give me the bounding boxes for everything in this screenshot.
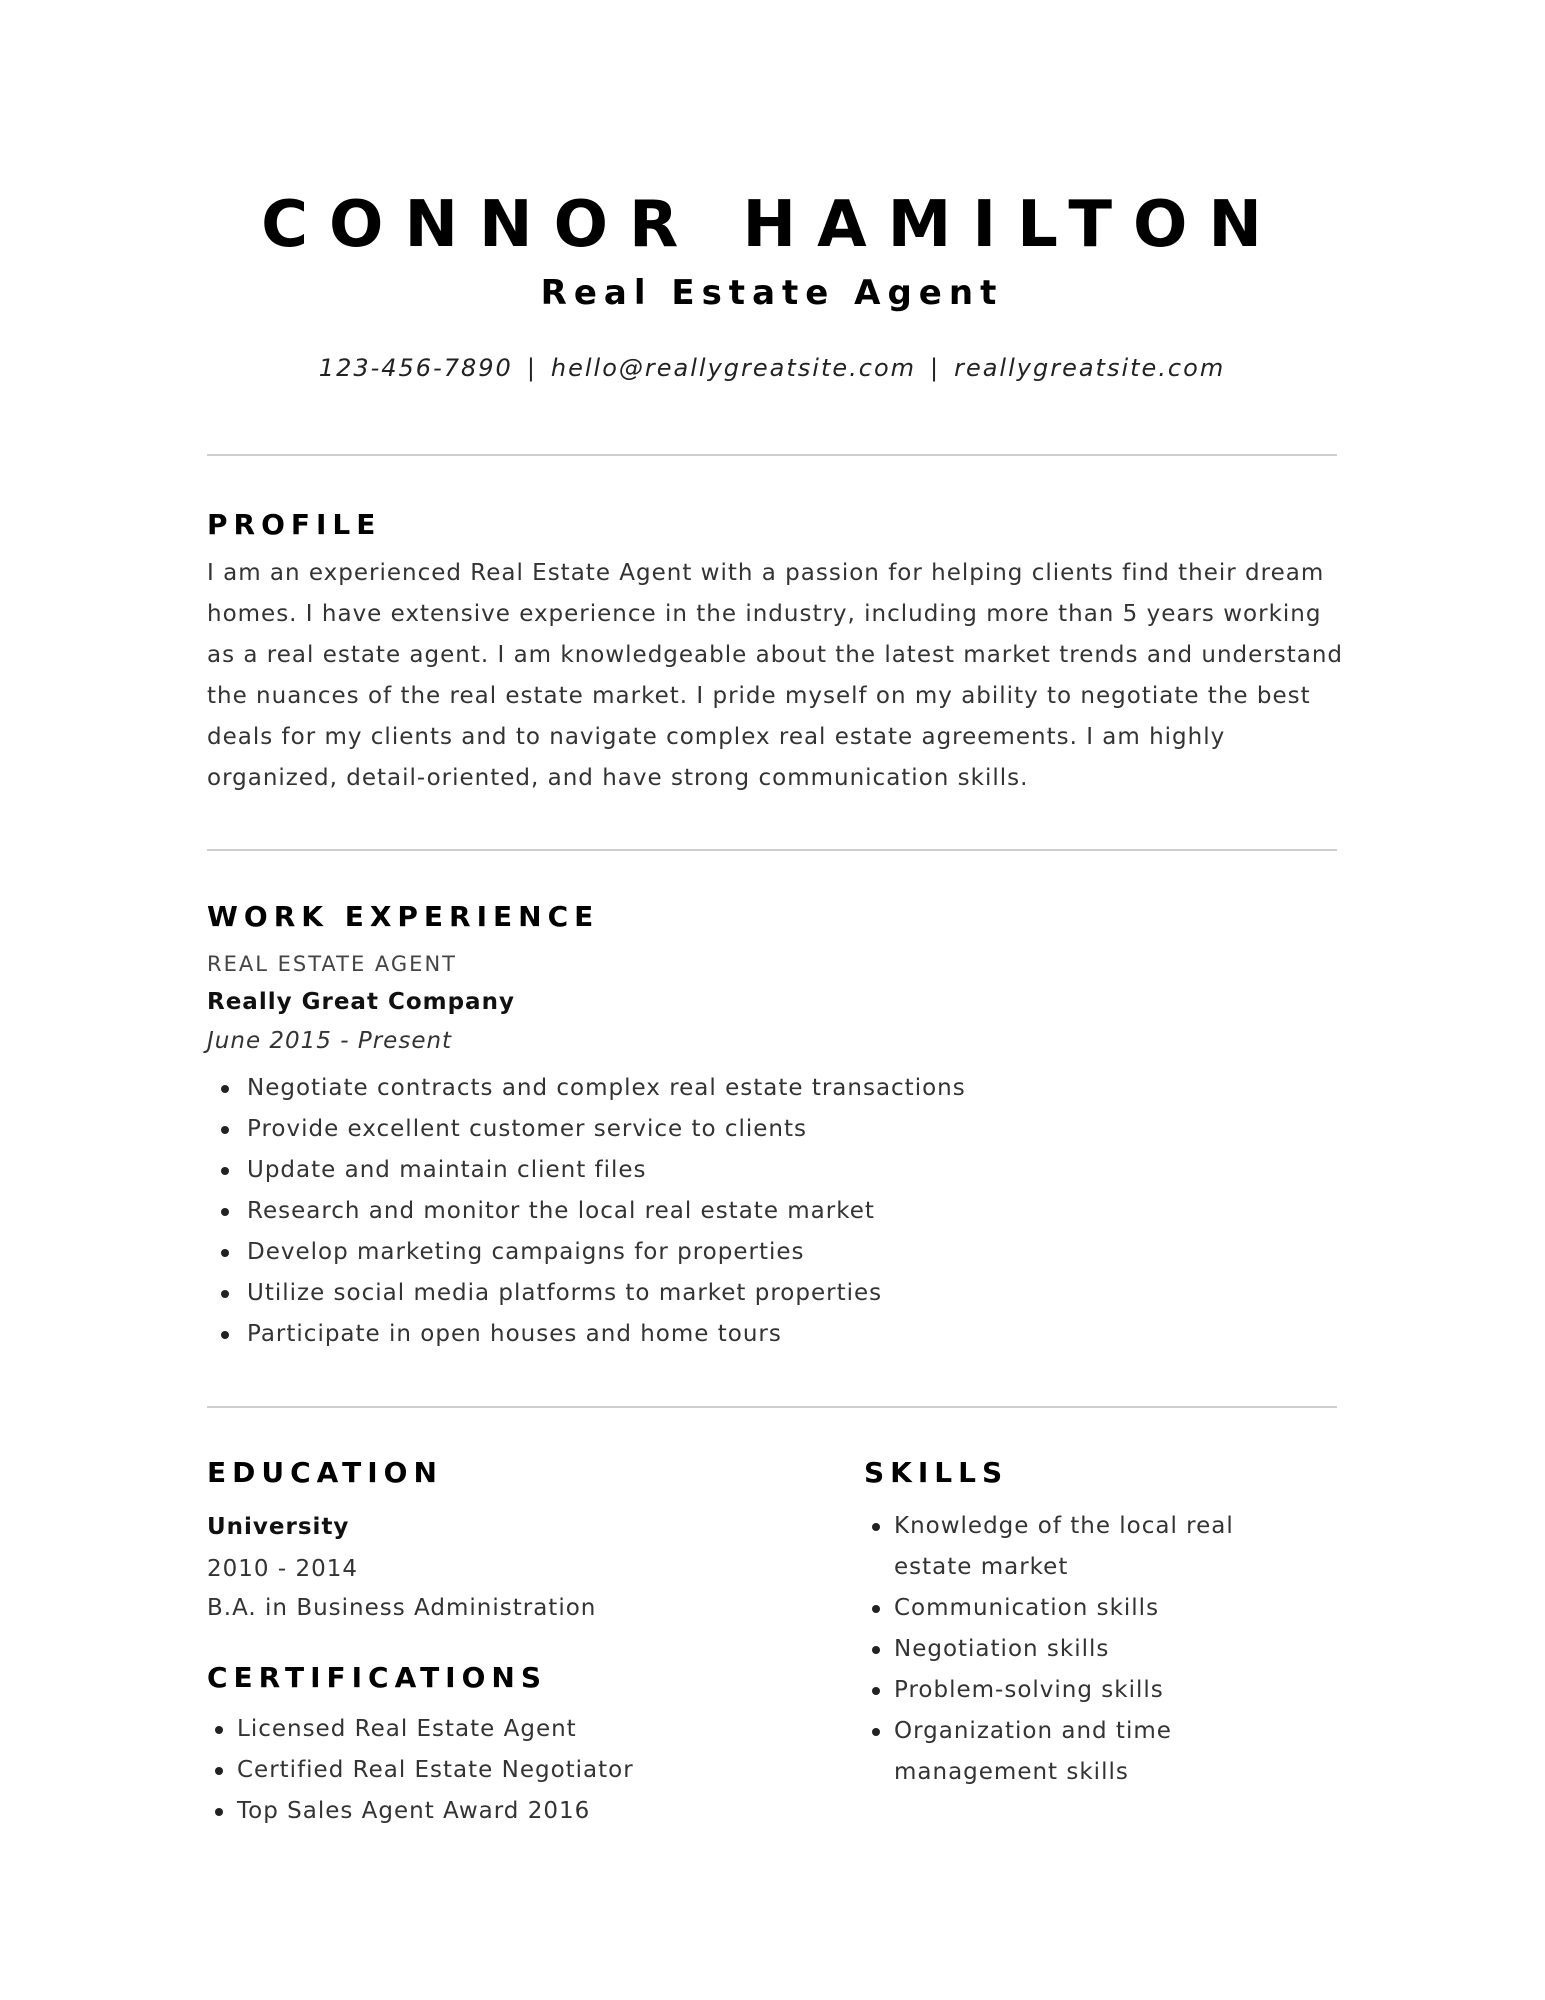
candidate-name: CONNOR HAMILTON <box>261 188 1283 262</box>
education-years: 2010 - 2014 <box>207 1556 358 1582</box>
section-divider <box>207 454 1337 456</box>
section-divider <box>207 849 1337 851</box>
work-experience-heading: WORK EXPERIENCE <box>207 900 600 933</box>
list-item: Participate in open houses and home tours <box>207 1314 1337 1355</box>
certifications-list <box>207 1709 807 1832</box>
list-item: Develop marketing campaigns for properties <box>207 1232 1337 1273</box>
profile-heading: PROFILE <box>207 508 382 541</box>
list-item: Knowledge of the local real estate market <box>864 1506 1284 1588</box>
list-item: Certified Real Estate Negotiator <box>207 1750 807 1791</box>
website-address: reallygreatsite.com <box>954 354 1226 382</box>
employment-dates: June 2015 - Present <box>207 1028 453 1054</box>
duties-list <box>207 1068 1337 1355</box>
certifications-heading: CERTIFICATIONS <box>207 1661 548 1694</box>
school-name: University <box>207 1514 350 1540</box>
candidate-role: Real Estate Agent <box>540 273 1004 313</box>
degree: B.A. in Business Administration <box>207 1595 597 1621</box>
list-item: Negotiate contracts and complex real estate transactions <box>207 1068 1337 1109</box>
list-item: Update and maintain client files <box>207 1150 1337 1191</box>
list-item: Licensed Real Estate Agent <box>207 1709 807 1750</box>
job-title: REAL ESTATE AGENT <box>207 952 457 976</box>
contact-separator: | <box>930 354 941 382</box>
phone-number: 123-456-7890 <box>318 354 513 382</box>
list-item: Problem-solving skills <box>864 1670 1284 1711</box>
education-heading: EDUCATION <box>207 1456 443 1489</box>
email-address: hello@reallygreatsite.com <box>550 354 916 382</box>
company-name: Really Great Company <box>207 989 515 1015</box>
list-item: Research and monitor the local real estate market <box>207 1191 1337 1232</box>
list-item: Organization and time management skills <box>864 1711 1284 1793</box>
list-item: Negotiation skills <box>864 1629 1284 1670</box>
section-divider <box>207 1406 1337 1408</box>
list-item: Communication skills <box>864 1588 1284 1629</box>
skills-heading: SKILLS <box>864 1456 1009 1489</box>
list-item: Top Sales Agent Award 2016 <box>207 1791 807 1832</box>
list-item: Provide excellent customer service to clients <box>207 1109 1337 1150</box>
contact-line <box>207 350 1337 386</box>
skills-list <box>864 1506 1284 1793</box>
list-item: Utilize social media platforms to market properties <box>207 1273 1337 1314</box>
profile-text: I am an experienced Real Estate Agent with a passion for helping clients find their dream homes. I have extensive experience in the industry, including more than 5 years working as a real estate agent. I am knowledgeable about the latest market trends and understand the nuances of the real estate market. I pride myself on my ability to negotiate the best deals for my clients and to navigate complex real estate agreements. I am highly organized, detail-oriented, and have strong communication skills. <box>207 560 1344 791</box>
contact-separator: | <box>526 354 537 382</box>
